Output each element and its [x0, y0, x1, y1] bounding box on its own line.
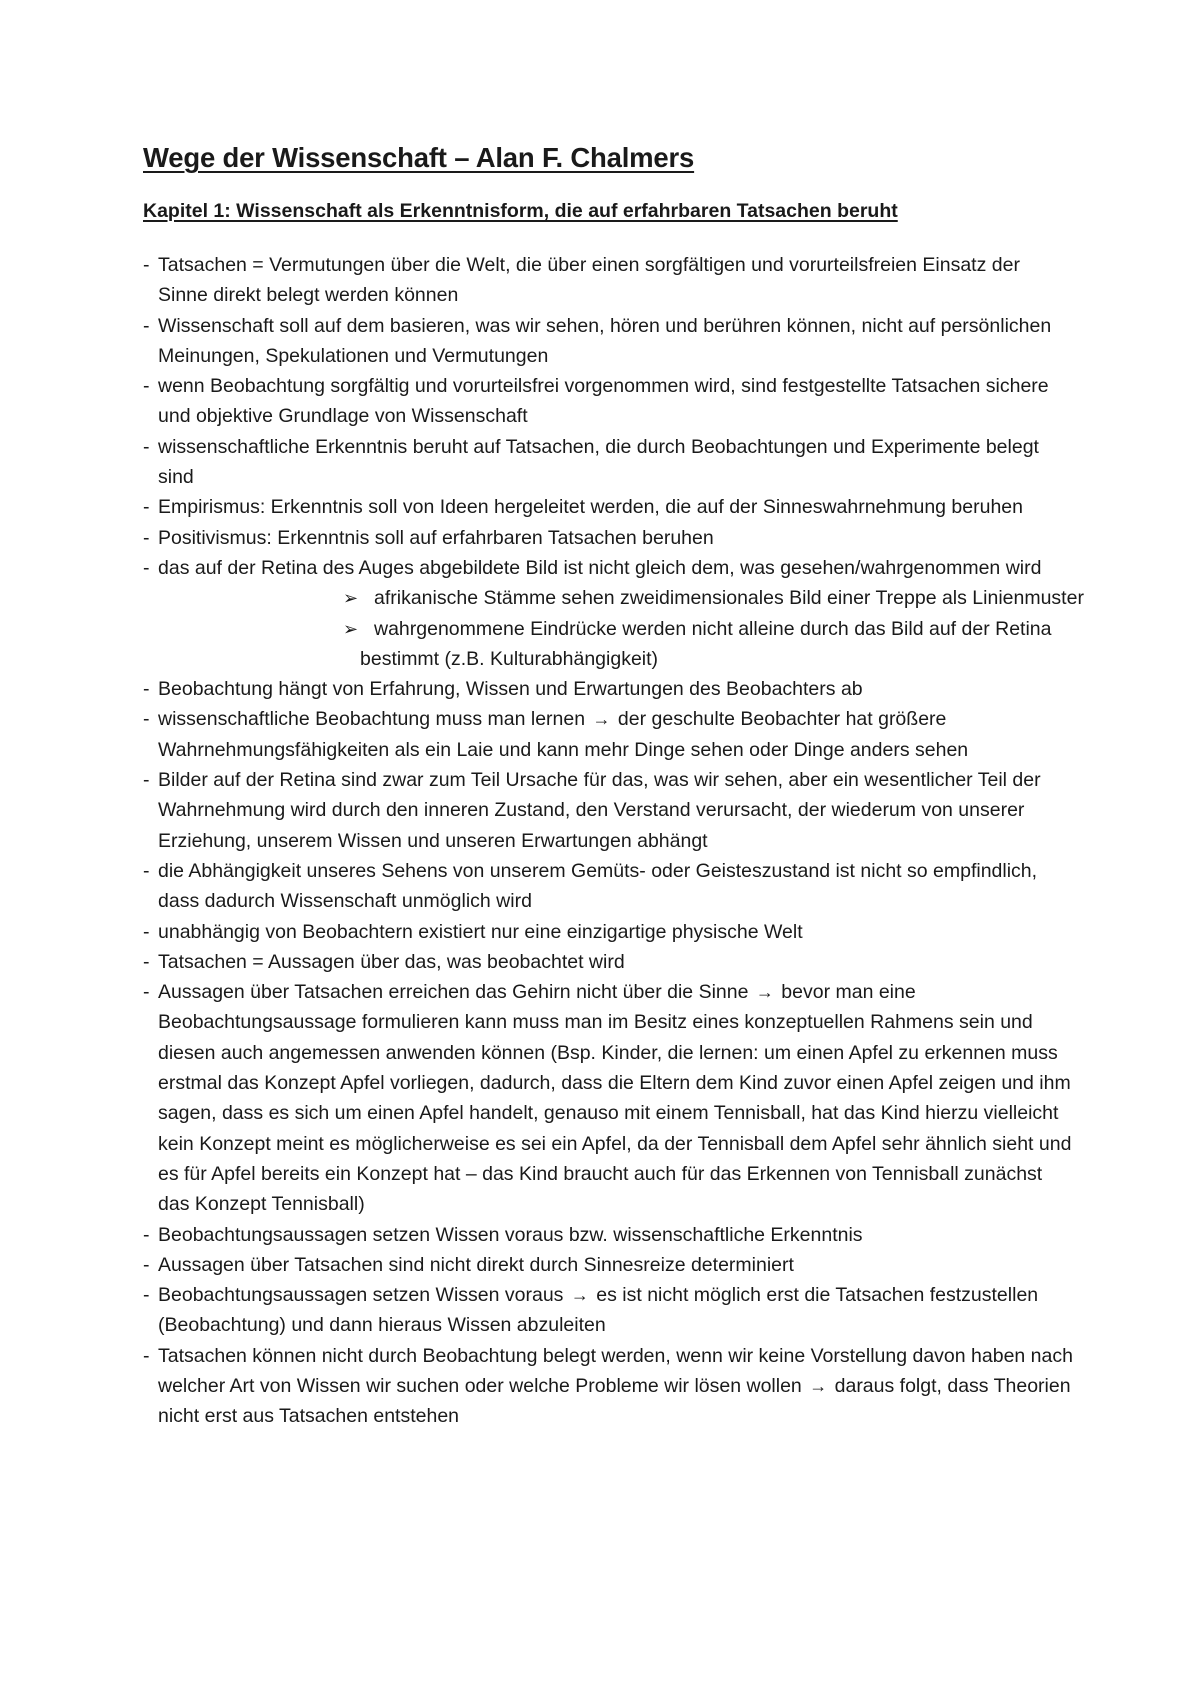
- list-item: [0, 432, 1073, 493]
- sub-item-text: wahrgenommene Eindrücke werden nicht alleine durch das Bild auf der Retina: [374, 617, 1052, 640]
- bullet-text: Aussagen über Tatsachen erreichen das Gehirn nicht über die Sinne: [158, 981, 749, 1004]
- right-arrow-icon: →: [755, 982, 774, 1003]
- list-item: [0, 311, 1073, 372]
- list-item: [0, 371, 1073, 432]
- dash-marker: -: [143, 496, 150, 519]
- list-item: [0, 1280, 1073, 1341]
- dash-marker: -: [143, 1223, 150, 1246]
- arrowhead-icon: ➢: [343, 588, 359, 609]
- list-item: [0, 917, 1073, 947]
- list-item: [0, 553, 1084, 674]
- bullet-text-continued: bevor man eine Beobachtungsaussage formulieren kann muss man im Besitz eines konzeptuellen Rahmens sein und diesen auch angemessen anwenden können (Bsp. Kinder, die lernen: um einen Apfel zu erkennen muss erstmal das Konzept Apfel vorliegen, dadurch, dass die Eltern dem Kind zuvor einen Apfel zeigen und ihm sagen, dass es sich um einen Apfel handelt, genauso mit einem Tennisball, hat das Kind hierzu vielleicht kein Konzept meint es möglicherweise es sei ein Apfel, da der Tennisball dem Apfel sehr ähnlich sieht und es für Apfel bereits ein Konzept hat – das Kind braucht auch für das Erkennen von Tennisball zunächst das Konzept Tennisball): [158, 981, 1072, 1216]
- dash-marker: -: [143, 769, 150, 792]
- bullet-text: Beobachtung hängt von Erfahrung, Wissen und Erwartungen des Beobachters ab: [158, 678, 863, 701]
- bullet-text: wissenschaftliche Beobachtung muss man lernen: [158, 708, 586, 731]
- bullet-text-continued: der geschulte Beobachter hat größere Wahrnehmungsfähigkeiten als ein Laie und kann mehr Dinge sehen oder Dinge anders sehen: [158, 708, 969, 761]
- list-item: [0, 1220, 1073, 1250]
- sub-item-continuation: bestimmt (z.B. Kulturabhängigkeit): [360, 647, 659, 670]
- dash-marker: -: [143, 435, 150, 458]
- arrowhead-icon: ➢: [343, 618, 359, 639]
- bullet-text: Empirismus: Erkenntnis soll von Ideen hergeleitet werden, die auf der Sinneswahrnehmung beruhen: [158, 496, 1023, 519]
- dash-marker: -: [143, 526, 150, 549]
- sub-item: [158, 583, 1200, 613]
- list-item: [0, 977, 1073, 1219]
- list-item: [0, 1341, 1073, 1432]
- bullet-text: Tatsachen = Vermutungen über die Welt, die über einen sorgfältigen und vorurteilsfreien Einsatz der Sinne direkt belegt werden können: [158, 254, 1020, 307]
- bullet-text: Beobachtungsaussagen setzen Wissen voraus bzw. wissenschaftliche Erkenntnis: [158, 1223, 863, 1246]
- list-item: [0, 492, 1073, 522]
- bullet-text: Tatsachen = Aussagen über das, was beobachtet wird: [158, 950, 625, 973]
- dash-marker: -: [143, 314, 150, 337]
- list-item: [0, 947, 1073, 977]
- bullet-text: Positivismus: Erkenntnis soll auf erfahrbaren Tatsachen beruhen: [158, 526, 714, 549]
- dash-marker: -: [143, 950, 150, 973]
- dash-marker: -: [143, 1284, 150, 1307]
- right-arrow-icon: →: [809, 1375, 828, 1396]
- bullet-text: die Abhängigkeit unseres Sehens von unserem Gemüts- oder Geisteszustand ist nicht so empfindlich, dass dadurch Wissenschaft unmöglich wird: [158, 859, 1038, 913]
- bullet-text: Beobachtungsaussagen setzen Wissen voraus: [158, 1284, 564, 1307]
- retina-subpoints: [158, 583, 1084, 674]
- dash-marker: -: [143, 678, 150, 701]
- list-item: [0, 765, 1073, 856]
- sub-item-text: afrikanische Stämme sehen zweidimensionales Bild einer Treppe als Linienmuster: [374, 587, 1084, 610]
- bullet-list: [0, 250, 1200, 1432]
- bullet-text: wissenschaftliche Erkenntnis beruht auf Tatsachen, die durch Beobachtungen und Experimente belegt sind: [158, 435, 1039, 489]
- bullet-text: Tatsachen können nicht durch Beobachtung belegt werden, wenn wir keine Vorstellung davon haben nach welcher Art von Wissen wir suchen oder welche Probleme wir lösen wollen: [158, 1344, 1073, 1397]
- list-item: [0, 250, 1073, 311]
- bullet-text: unabhängig von Beobachtern existiert nur eine einzigartige physische Welt: [158, 920, 803, 943]
- list-item: [0, 704, 1073, 765]
- dash-marker: -: [143, 708, 150, 731]
- dash-marker: -: [143, 254, 150, 276]
- bullet-text: Bilder auf der Retina sind zwar zum Teil Ursache für das, was wir sehen, aber ein wesentlicher Teil der Wahrnehmung wird durch den inneren Zustand, den Verstand verursacht, der wiederum von unserer Erziehung, unserem Wissen und unseren Erwartungen abhängt: [158, 769, 1041, 852]
- dash-marker: -: [143, 1344, 150, 1367]
- right-arrow-icon: →: [570, 1285, 589, 1306]
- right-arrow-icon: →: [592, 709, 611, 730]
- bullet-text: das auf der Retina des Auges abgebildete Bild ist nicht gleich dem, was gesehen/wahrgenommen wird: [158, 556, 1042, 579]
- bullet-text: wenn Beobachtung sorgfältig und vorurteilsfrei vorgenommen wird, sind festgestellte Tatsachen sichere und objektive Grundlage von Wissenschaft: [158, 375, 1049, 428]
- dash-marker: -: [143, 981, 150, 1004]
- dash-marker: -: [143, 375, 150, 398]
- bullet-text-continued: es ist nicht möglich erst die Tatsachen festzustellen (Beobachtung) und dann hieraus Wissen abzuleiten: [158, 1284, 1039, 1337]
- list-item: [0, 856, 1073, 917]
- sub-item: [158, 614, 1200, 675]
- bullet-text-continued: daraus folgt, dass Theorien nicht erst aus Tatsachen entstehen: [158, 1374, 1071, 1428]
- dash-marker: -: [143, 859, 150, 882]
- dash-marker: -: [143, 556, 150, 579]
- list-item: [0, 1250, 1073, 1280]
- list-item: [0, 523, 1073, 553]
- chapter-heading: Kapitel 1: Wissenschaft als Erkenntnisform, die auf erfahrbaren Tatsachen beruht: [143, 200, 898, 222]
- list-item: [0, 674, 1073, 704]
- dash-marker: -: [143, 1253, 150, 1276]
- dash-marker: -: [143, 920, 150, 943]
- bullet-text: Aussagen über Tatsachen sind nicht direkt durch Sinnesreize determiniert: [158, 1253, 794, 1276]
- document-title: Wege der Wissenschaft – Alan F. Chalmers: [143, 142, 695, 173]
- bullet-text: Wissenschaft soll auf dem basieren, was wir sehen, hören und berühren können, nicht auf persönlichen Meinungen, Spekulationen und Vermutungen: [158, 314, 1052, 367]
